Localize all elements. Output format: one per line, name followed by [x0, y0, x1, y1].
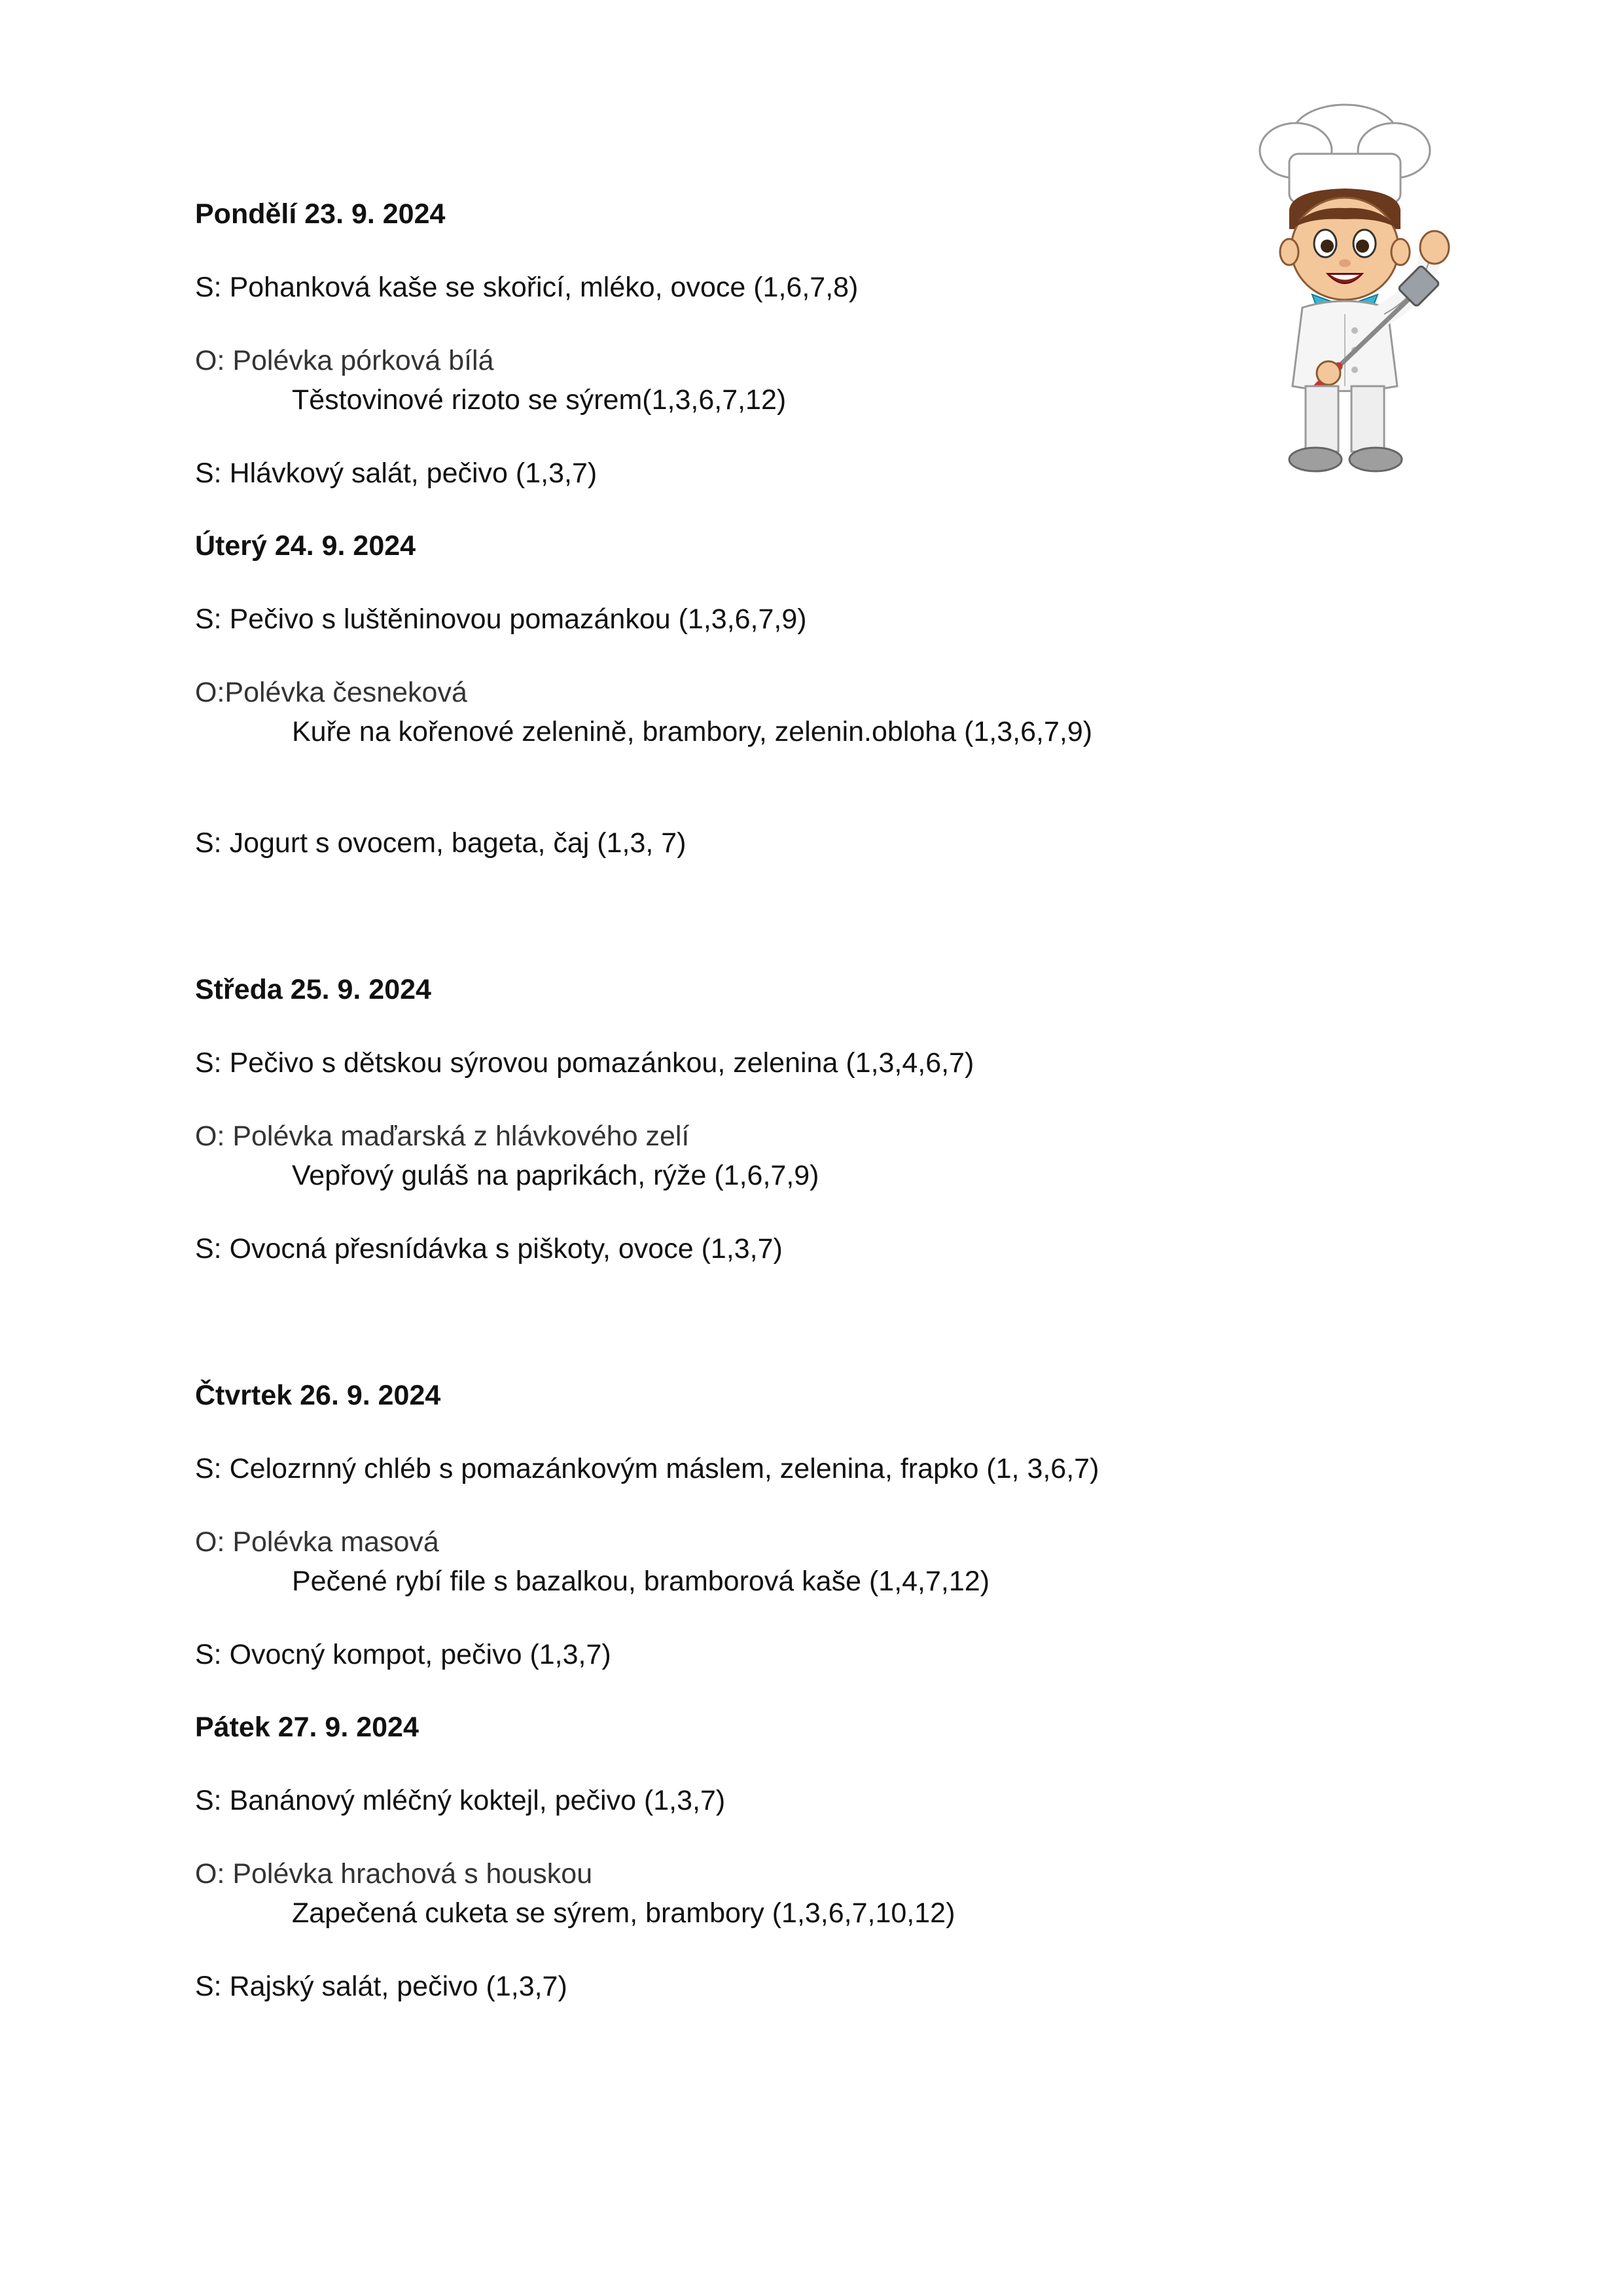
soup: O: Polévka pórková bílá	[195, 345, 494, 376]
snack-pm: S: Ovocný kompot, pečivo (1,3,7)	[195, 1639, 611, 1670]
soup: O: Polévka hrachová s houskou	[195, 1858, 593, 1890]
snack-pm: S: Jogurt s ovocem, bageta, čaj (1,3, 7)	[195, 827, 687, 859]
snack-am: S: Pečivo s luštěninovou pomazánkou (1,3,6,7,9)	[195, 603, 807, 635]
day-heading: Středa 25. 9. 2024	[195, 974, 431, 1005]
snack-pm: S: Ovocná přesnídávka s piškoty, ovoce (1,3,7)	[195, 1233, 783, 1265]
day-heading: Úterý 24. 9. 2024	[195, 530, 416, 562]
chef-cartoon-icon	[1198, 98, 1492, 491]
soup: O: Polévka masová	[195, 1526, 439, 1558]
day-heading: Pátek 27. 9. 2024	[195, 1712, 419, 1743]
day-heading: Pondělí 23. 9. 2024	[195, 198, 446, 230]
snack-pm: S: Hlávkový salát, pečivo (1,3,7)	[195, 457, 597, 489]
day-heading: Čtvrtek 26. 9. 2024	[195, 1380, 441, 1411]
soup: O: Polévka maďarská z hlávkového zelí	[195, 1121, 690, 1152]
snack-am: S: Pohanková kaše se skořicí, mléko, ovoce (1,6,7,8)	[195, 272, 859, 303]
main-course: Těstovinové rizoto se sýrem(1,3,6,7,12)	[292, 384, 787, 416]
main-course: Kuře na kořenové zelenině, brambory, zelenin.obloha (1,3,6,7,9)	[292, 716, 1093, 747]
main-course: Zapečená cuketa se sýrem, brambory (1,3,6,7,10,12)	[292, 1897, 955, 1929]
main-course: Vepřový guláš na paprikách, rýže (1,6,7,9)	[292, 1160, 819, 1191]
snack-am: S: Pečivo s dětskou sýrovou pomazánkou, zelenina (1,3,4,6,7)	[195, 1047, 974, 1079]
snack-am: S: Celozrnný chléb s pomazánkovým máslem, zelenina, frapko (1, 3,6,7)	[195, 1453, 1099, 1484]
soup: O:Polévka česneková	[195, 677, 467, 708]
main-course: Pečené rybí file s bazalkou, bramborová kaše (1,4,7,12)	[292, 1566, 990, 1597]
snack-pm: S: Rajský salát, pečivo (1,3,7)	[195, 1971, 567, 2002]
snack-am: S: Banánový mléčný koktejl, pečivo (1,3,7)	[195, 1785, 726, 1816]
